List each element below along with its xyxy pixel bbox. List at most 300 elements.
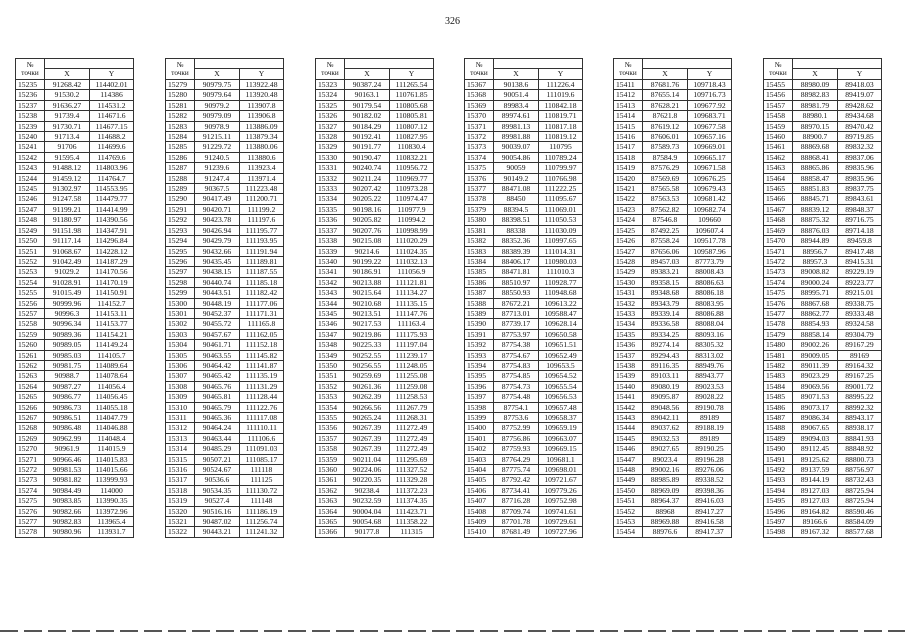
point-number: 15495 xyxy=(764,496,793,506)
table-row xyxy=(764,433,882,443)
x-value: 90978.9 xyxy=(195,121,240,131)
x-value: 90184.29 xyxy=(345,121,390,131)
point-number: 15236 xyxy=(16,90,45,100)
table-row xyxy=(614,204,732,214)
x-value: 90219.86 xyxy=(345,329,390,339)
x-value: 90457.67 xyxy=(195,329,240,339)
table-row xyxy=(316,298,434,308)
x-value: 90534.35 xyxy=(195,485,240,495)
y-value: 110805.68 xyxy=(390,100,434,110)
point-number: 15443 xyxy=(614,413,643,423)
point-number: 15483 xyxy=(764,371,793,381)
y-value: 109658.37 xyxy=(539,413,583,423)
table-row xyxy=(16,288,134,298)
point-number: 15479 xyxy=(764,329,793,339)
point-number: 15449 xyxy=(614,475,643,485)
table-row xyxy=(614,267,732,277)
x-value: 90996.3 xyxy=(45,308,90,318)
table-row xyxy=(614,308,732,318)
y-value: 111177.06 xyxy=(240,298,284,308)
x-value: 87701.78 xyxy=(494,517,539,527)
x-value: 87563.53 xyxy=(643,194,688,204)
point-number-header xyxy=(764,59,793,80)
y-value: 111118 xyxy=(240,465,284,475)
x-value: 90423.78 xyxy=(195,215,240,225)
table-row xyxy=(316,465,434,475)
x-value: 90435.45 xyxy=(195,256,240,266)
y-column-header: Y xyxy=(240,69,284,80)
table-row xyxy=(166,402,284,412)
y-value: 111197.6 xyxy=(240,215,284,225)
table-row xyxy=(614,444,732,454)
table-row xyxy=(465,298,583,308)
table-row xyxy=(614,225,732,235)
y-value: 113886.09 xyxy=(240,121,284,131)
point-number: 15335 xyxy=(316,204,345,214)
table-row xyxy=(614,475,732,485)
table-row xyxy=(316,371,434,381)
y-value: 89324.58 xyxy=(838,319,882,329)
x-value: 91151.98 xyxy=(45,225,90,235)
point-number: 15431 xyxy=(614,288,643,298)
x-value: 90210.68 xyxy=(345,298,390,308)
table-row xyxy=(764,277,882,287)
point-number: 15299 xyxy=(166,288,195,298)
x-value: 89002.26 xyxy=(793,340,838,350)
x-value: 89974.61 xyxy=(494,111,539,121)
y-value: 109779.26 xyxy=(539,485,583,495)
point-number: 15471 xyxy=(764,246,793,256)
table-row xyxy=(16,142,134,152)
table-row xyxy=(465,423,583,433)
point-number: 15427 xyxy=(614,246,643,256)
point-number: 15399 xyxy=(465,413,494,423)
table-row xyxy=(316,506,434,516)
table-row xyxy=(764,236,882,246)
point-number: 15458 xyxy=(764,111,793,121)
point-number: 15467 xyxy=(764,204,793,214)
coordinate-table xyxy=(464,58,583,538)
table-row xyxy=(465,132,583,142)
point-number: 15331 xyxy=(316,163,345,173)
x-value: 90179.54 xyxy=(345,100,390,110)
point-number: 15386 xyxy=(465,277,494,287)
x-value: 88964.37 xyxy=(643,496,688,506)
x-column-header: X xyxy=(345,69,390,80)
coordinate-table xyxy=(763,58,882,538)
x-value: 91240.5 xyxy=(195,152,240,162)
x-value: 90981.82 xyxy=(45,475,90,485)
y-value: 114000 xyxy=(90,485,134,495)
table-row xyxy=(764,371,882,381)
y-value: 109716.73 xyxy=(688,90,732,100)
point-number: 15254 xyxy=(16,277,45,287)
header-point-label: точки xyxy=(171,69,189,77)
y-value: 111125 xyxy=(240,475,284,485)
y-value: 111197.04 xyxy=(390,340,434,350)
y-value: 88992.32 xyxy=(838,402,882,412)
y-value: 111189.81 xyxy=(240,256,284,266)
table-row xyxy=(764,485,882,495)
table-row xyxy=(316,100,434,110)
y-value: 111241.32 xyxy=(240,527,284,537)
x-value: 90205.82 xyxy=(345,215,390,225)
x-value: 90267.39 xyxy=(345,444,390,454)
x-value: 89009.05 xyxy=(793,350,838,360)
x-value: 89000.24 xyxy=(793,277,838,287)
table-row xyxy=(16,173,134,183)
x-value: 88352.36 xyxy=(494,236,539,246)
x-value: 89981.88 xyxy=(494,132,539,142)
y-value: 110766.98 xyxy=(539,173,583,183)
x-value: 90215.08 xyxy=(345,236,390,246)
y-value: 111187.55 xyxy=(240,267,284,277)
x-value: 87753.6 xyxy=(494,413,539,423)
y-value: 110819.71 xyxy=(539,111,583,121)
x-value: 88471.08 xyxy=(494,184,539,194)
table-row xyxy=(166,80,284,90)
y-value: 111268.31 xyxy=(390,413,434,423)
y-value: 114479.77 xyxy=(90,194,134,204)
x-value: 87562.82 xyxy=(643,204,688,214)
point-number: 15477 xyxy=(764,308,793,318)
header-no-symbol: № xyxy=(624,61,632,69)
y-value: 89188.19 xyxy=(688,423,732,433)
x-value: 89983.4 xyxy=(494,100,539,110)
point-number: 15357 xyxy=(316,433,345,443)
table-row xyxy=(16,392,134,402)
y-value: 109669.01 xyxy=(688,142,732,152)
x-value: 90214.6 xyxy=(345,246,390,256)
x-value: 89166.6 xyxy=(793,517,838,527)
table-row xyxy=(614,485,732,495)
x-value: 88982.83 xyxy=(793,90,838,100)
point-number: 15493 xyxy=(764,475,793,485)
x-value: 90984.49 xyxy=(45,485,90,495)
x-value: 87756.86 xyxy=(494,433,539,443)
x-value: 87754.73 xyxy=(494,381,539,391)
table-row xyxy=(614,423,732,433)
table-row xyxy=(465,308,583,318)
x-value: 90225.33 xyxy=(345,340,390,350)
table-row xyxy=(764,298,882,308)
table-row xyxy=(465,465,583,475)
x-value: 87584.9 xyxy=(643,152,688,162)
x-value: 87754.85 xyxy=(494,371,539,381)
y-value: 110956.72 xyxy=(390,163,434,173)
table-row xyxy=(166,277,284,287)
x-value: 89011.39 xyxy=(793,360,838,370)
y-value: 88590.46 xyxy=(838,506,882,516)
table-row xyxy=(16,111,134,121)
y-value: 88725.94 xyxy=(838,496,882,506)
point-number: 15375 xyxy=(465,163,494,173)
x-value: 90979.09 xyxy=(195,111,240,121)
y-value: 114153.77 xyxy=(90,319,134,329)
point-number: 15455 xyxy=(764,80,793,90)
y-value: 111195.77 xyxy=(240,225,284,235)
table-row xyxy=(614,402,732,412)
point-number: 15350 xyxy=(316,360,345,370)
table-row xyxy=(166,360,284,370)
table-row xyxy=(614,132,732,142)
y-value: 111091.03 xyxy=(240,444,284,454)
x-value: 88550.93 xyxy=(494,288,539,298)
x-value: 89002.16 xyxy=(643,465,688,475)
x-value: 90232.59 xyxy=(345,496,390,506)
y-value: 110817.18 xyxy=(539,121,583,131)
point-number: 15358 xyxy=(316,444,345,454)
x-value: 87713.01 xyxy=(494,308,539,318)
x-column-header: X xyxy=(494,69,539,80)
table-row xyxy=(316,80,434,90)
y-value: 114170.19 xyxy=(90,277,134,287)
table-row xyxy=(16,256,134,266)
point-number: 15300 xyxy=(166,298,195,308)
point-number: 15452 xyxy=(614,506,643,516)
y-value: 114055.18 xyxy=(90,402,134,412)
x-value: 89086.34 xyxy=(793,413,838,423)
y-value: 111199.2 xyxy=(240,204,284,214)
y-value: 111106.6 xyxy=(240,433,284,443)
x-value: 88980.1 xyxy=(793,111,838,121)
x-value: 88867.68 xyxy=(793,298,838,308)
table-row xyxy=(166,527,284,537)
point-number: 15349 xyxy=(316,350,345,360)
y-value: 110842.18 xyxy=(539,100,583,110)
x-value: 91015.49 xyxy=(45,288,90,298)
point-number: 15451 xyxy=(614,496,643,506)
x-value: 90979.2 xyxy=(195,100,240,110)
table-row xyxy=(16,506,134,516)
point-number: 15487 xyxy=(764,413,793,423)
y-value: 114056.45 xyxy=(90,392,134,402)
x-value: 90524.67 xyxy=(195,465,240,475)
point-number: 15494 xyxy=(764,485,793,495)
y-value: 89428.62 xyxy=(838,100,882,110)
table-row xyxy=(316,360,434,370)
table-row xyxy=(764,173,882,183)
point-number: 15253 xyxy=(16,267,45,277)
x-value: 89027.65 xyxy=(643,444,688,454)
table-row xyxy=(166,423,284,433)
header-point-label: точки xyxy=(321,69,339,77)
table-row xyxy=(614,163,732,173)
point-number: 15379 xyxy=(465,204,494,214)
coordinate-table xyxy=(315,58,434,538)
point-number: 15322 xyxy=(166,527,195,537)
y-value: 89164.32 xyxy=(838,360,882,370)
x-value: 88900.7 xyxy=(793,132,838,142)
point-number: 15486 xyxy=(764,402,793,412)
x-value: 90432.66 xyxy=(195,246,240,256)
x-value: 90224.06 xyxy=(345,465,390,475)
point-number: 15354 xyxy=(316,402,345,412)
x-value: 88845.71 xyxy=(793,194,838,204)
y-value: 89223.77 xyxy=(838,277,882,287)
y-value: 111128.44 xyxy=(240,392,284,402)
point-number: 15401 xyxy=(465,433,494,443)
table-row xyxy=(316,475,434,485)
y-value: 114769.6 xyxy=(90,152,134,162)
x-value: 90464.24 xyxy=(195,423,240,433)
x-value: 90989.36 xyxy=(45,329,90,339)
table-row xyxy=(166,225,284,235)
x-value: 90986.51 xyxy=(45,413,90,423)
y-value: 109727.96 xyxy=(539,527,583,537)
table-row xyxy=(465,527,583,537)
y-value: 111272.49 xyxy=(390,433,434,443)
y-value: 89215.01 xyxy=(838,288,882,298)
x-value: 90387.24 xyxy=(345,80,390,90)
x-value: 90426.94 xyxy=(195,225,240,235)
table-row xyxy=(465,433,583,443)
y-value: 88008.43 xyxy=(688,267,732,277)
y-value: 110974.47 xyxy=(390,194,434,204)
y-value: 109665.17 xyxy=(688,152,732,162)
table-row xyxy=(614,392,732,402)
y-value: 89419.07 xyxy=(838,90,882,100)
y-value: 114105.7 xyxy=(90,350,134,360)
x-column-header: X xyxy=(45,69,90,80)
x-value: 90979.64 xyxy=(195,90,240,100)
table-row xyxy=(614,152,732,162)
point-number: 15426 xyxy=(614,236,643,246)
table-row xyxy=(764,527,882,537)
point-number-header xyxy=(166,59,195,80)
y-value: 110832.21 xyxy=(390,152,434,162)
x-value: 90463.55 xyxy=(195,350,240,360)
x-value: 88858.47 xyxy=(793,173,838,183)
point-number: 15363 xyxy=(316,496,345,506)
x-value: 90213.88 xyxy=(345,277,390,287)
table-row xyxy=(316,496,434,506)
point-number: 15270 xyxy=(16,444,45,454)
y-value: 89398.36 xyxy=(688,485,732,495)
y-value: 109681.42 xyxy=(688,194,732,204)
point-number: 15239 xyxy=(16,121,45,131)
point-number: 15465 xyxy=(764,184,793,194)
y-value: 111358.22 xyxy=(390,517,434,527)
table-row xyxy=(614,371,732,381)
point-number: 15422 xyxy=(614,194,643,204)
table-row xyxy=(465,454,583,464)
table-row xyxy=(16,298,134,308)
header-blank xyxy=(494,59,583,69)
x-value: 90138.6 xyxy=(494,80,539,90)
header-blank xyxy=(195,59,284,69)
table-row xyxy=(614,360,732,370)
header-no-symbol: № xyxy=(475,61,483,69)
x-value: 90999.96 xyxy=(45,298,90,308)
point-number: 15348 xyxy=(316,340,345,350)
point-number: 15442 xyxy=(614,402,643,412)
header-point-label: точки xyxy=(769,69,787,77)
table-row xyxy=(764,256,882,266)
table-row xyxy=(166,496,284,506)
table-row xyxy=(316,381,434,391)
y-value: 113931.7 xyxy=(90,527,134,537)
table-row xyxy=(16,194,134,204)
x-value: 89358.15 xyxy=(643,277,688,287)
y-value: 111186.19 xyxy=(240,506,284,516)
y-value: 114153.11 xyxy=(90,308,134,318)
table-row xyxy=(166,340,284,350)
y-value: 111131.29 xyxy=(240,381,284,391)
table-row xyxy=(764,465,882,475)
y-value: 114296.84 xyxy=(90,236,134,246)
x-value: 89103.11 xyxy=(643,371,688,381)
table-row xyxy=(16,319,134,329)
table-row xyxy=(465,90,583,100)
point-number: 15450 xyxy=(614,485,643,495)
y-value: 109517.78 xyxy=(688,236,732,246)
point-number: 15339 xyxy=(316,246,345,256)
y-value: 109752.98 xyxy=(539,496,583,506)
table-row xyxy=(764,381,882,391)
table-row xyxy=(764,517,882,527)
point-number: 15269 xyxy=(16,433,45,443)
point-number: 15295 xyxy=(166,246,195,256)
table-row xyxy=(614,381,732,391)
x-value: 90059 xyxy=(494,163,539,173)
table-row xyxy=(16,527,134,537)
y-value: 89190.25 xyxy=(688,444,732,454)
table-row xyxy=(166,267,284,277)
y-value: 111256.74 xyxy=(240,517,284,527)
table-row xyxy=(16,454,134,464)
point-number: 15308 xyxy=(166,381,195,391)
y-value: 87773.79 xyxy=(688,256,732,266)
table-row xyxy=(465,444,583,454)
table-row xyxy=(16,475,134,485)
point-number: 15262 xyxy=(16,360,45,370)
y-value: 113990.35 xyxy=(90,496,134,506)
y-value: 111175.93 xyxy=(390,329,434,339)
table-row xyxy=(316,433,434,443)
table-row xyxy=(316,517,434,527)
table-row xyxy=(16,121,134,131)
point-number: 15361 xyxy=(316,475,345,485)
x-value: 88970.15 xyxy=(793,121,838,131)
point-number: 15446 xyxy=(614,444,643,454)
point-number: 15391 xyxy=(465,329,494,339)
y-value: 111110.11 xyxy=(240,423,284,433)
x-value: 91636.27 xyxy=(45,100,90,110)
y-value: 88083.95 xyxy=(688,298,732,308)
point-number: 15457 xyxy=(764,100,793,110)
point-number: 15412 xyxy=(614,90,643,100)
x-value: 89339.14 xyxy=(643,308,688,318)
point-number: 15327 xyxy=(316,121,345,131)
x-value: 88969.88 xyxy=(643,517,688,527)
table-row xyxy=(16,413,134,423)
point-number: 15475 xyxy=(764,288,793,298)
table-row xyxy=(764,413,882,423)
x-value: 87546.8 xyxy=(643,215,688,225)
table-row xyxy=(764,423,882,433)
point-number: 15294 xyxy=(166,236,195,246)
table-row xyxy=(166,371,284,381)
y-value: 110819.12 xyxy=(539,132,583,142)
x-value: 90217.53 xyxy=(345,319,390,329)
point-number: 15393 xyxy=(465,350,494,360)
table-row xyxy=(166,246,284,256)
x-value: 88406.17 xyxy=(494,256,539,266)
y-value: 89719.85 xyxy=(838,132,882,142)
y-value: 111014.31 xyxy=(539,246,583,256)
point-number: 15310 xyxy=(166,402,195,412)
